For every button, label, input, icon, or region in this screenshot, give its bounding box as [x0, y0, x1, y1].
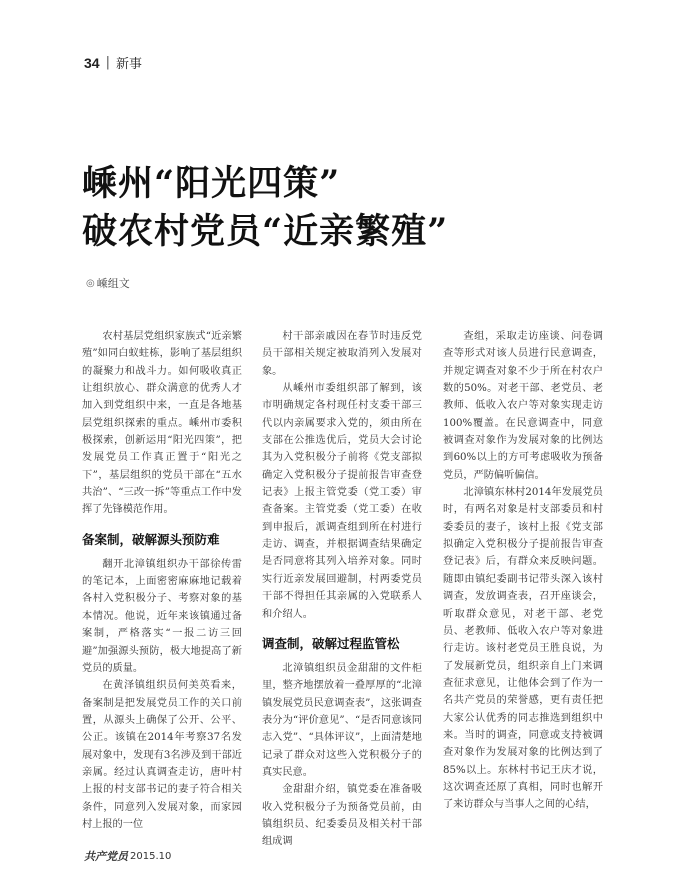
paragraph: 从嵊州市委组织部了解到，该市明确规定各村现任村支委干部三代以内亲属要求入党的，须由所在支部在公推选优后，党员大会讨论其为入党积极分子前将《党支部拟确定入党积极分子提前报告审查登记表》上报主管党委（党工委）审查备案。主管党委（党工委）在收到申报后，派调查组到所在村进行走访、调查，并根据调查结果确定是否同意将其列入培养对象。同时实行近亲发展回避制，村两委党员干部不得担任其亲属的入党联系人和介绍人。 [262, 383, 422, 620]
column-2 [262, 328, 422, 851]
column-1 [82, 328, 242, 833]
author-mark: ◎ [86, 277, 95, 289]
header-separator: | [105, 55, 110, 70]
paragraph: 翻开北漳镇组织办干部徐传雷的笔记本，上面密密麻麻地记载着各村入党积极分子、考察对象的基本情况。他说，近年来该镇通过备案制，严格落实“一报二访三回避”加强源头预防，极大地提高了新党员的质量。 [82, 558, 242, 674]
section-name: 新事 [115, 57, 142, 72]
paragraph: 村干部亲戚因在春节时违反党员干部相关规定被取消列入发展对象。 [262, 331, 422, 377]
paragraph: 北漳镇组织员金甜甜的文件柜里，整齐地摆放着一叠厚厚的“北漳镇发展党员民意调查表”，这张调查表分为“评价意见”、“是否同意该同志入党”、“具体评议”，上面清楚地记录了群众对这些入党积极分子的真实民意。 [262, 662, 422, 778]
paragraph: 在黄泽镇组织员何美英看来，备案制是把发展党员工作的关口前置，从源头上确保了公开、公平、公正。该镇在2014年考察37名发展对象中，发现有3名涉及到干部近亲属。经过认真调查走访，唐叶村上报的村支部书记的妻子符合相关条件，同意列入发展对象，而家园村上报的一位 [82, 680, 242, 830]
author-name: 嵊组文 [96, 277, 130, 290]
author-byline [86, 275, 130, 291]
page-number: 34 [84, 54, 100, 71]
page-footer [84, 848, 171, 864]
title-line-2: 破农村党员“近亲繁殖” [82, 211, 449, 252]
section-heading: 调查制，破解过程监管松 [262, 635, 400, 651]
issue-date: 2015.10 [130, 850, 172, 862]
paragraph: 农村基层党组织家族式“近亲繁殖”如同白蚁蛀栋，影响了基层组织的凝聚力和战斗力。如何吸收真正让组织放心、群众满意的优秀人才加入到党组织中来，一直是各地基层党组织探索的重点。嵊州市委积极探索，创新运用“阳光四策”，把发展党员工作真正置于“阳光之下”，基层组织的党员干部在“五水共治”、“三改一拆”等重点工作中发挥了先锋模范作用。 [82, 331, 242, 516]
magazine-logo: 共产党员 [84, 850, 128, 863]
page-header [84, 53, 142, 72]
title-line-1: 嵊州“阳光四策” [82, 163, 341, 204]
paragraph: 查组，采取走访座谈、问卷调查等形式对该人员进行民意调查，并规定调查对象不少于所在村农户数的50%。对老干部、老党员、老教师、低收入农户等对象实现走访100%覆盖。在民意调查中，同意被调查对象作为发展对象的比例达到60%以上的方可考虑吸收为预备党员，严防偏听偏信。 [443, 331, 603, 481]
paragraph: 金甜甜介绍，镇党委在准备吸收入党积极分子为预备党员前，由镇组织员、纪委委员及相关村干部组成调 [262, 784, 422, 848]
column-3 [443, 328, 603, 814]
section-heading: 备案制，破解源头预防难 [82, 531, 220, 547]
paragraph: 北漳镇东林村2014年发展党员时，有两名对象是村支部委员和村委委员的妻子，该村上报《党支部拟确定入党积极分子提前报告审查登记表》后，有群众来反映问题。随即由镇纪委副书记带头深入该村调查，发放调查表，召开座谈会，听取群众意见，对老干部、老党员、老教师、低收入农户等对象进行走访。该村老党员王胜良说，为了发展新党员，组织亲自上门来调查征求意见，让他体会到了作为一名共产党员的荣誉感，更有责任把大家公认优秀的同志推选到组织中来。当时的调查，同意或支持被调查对象作为发展对象的比例达到了85%以上。东林村书记王庆才说，这次调查还原了真相，同时也解开了来访群众与当事人之间的心结， [443, 487, 603, 811]
article-title [82, 160, 448, 256]
